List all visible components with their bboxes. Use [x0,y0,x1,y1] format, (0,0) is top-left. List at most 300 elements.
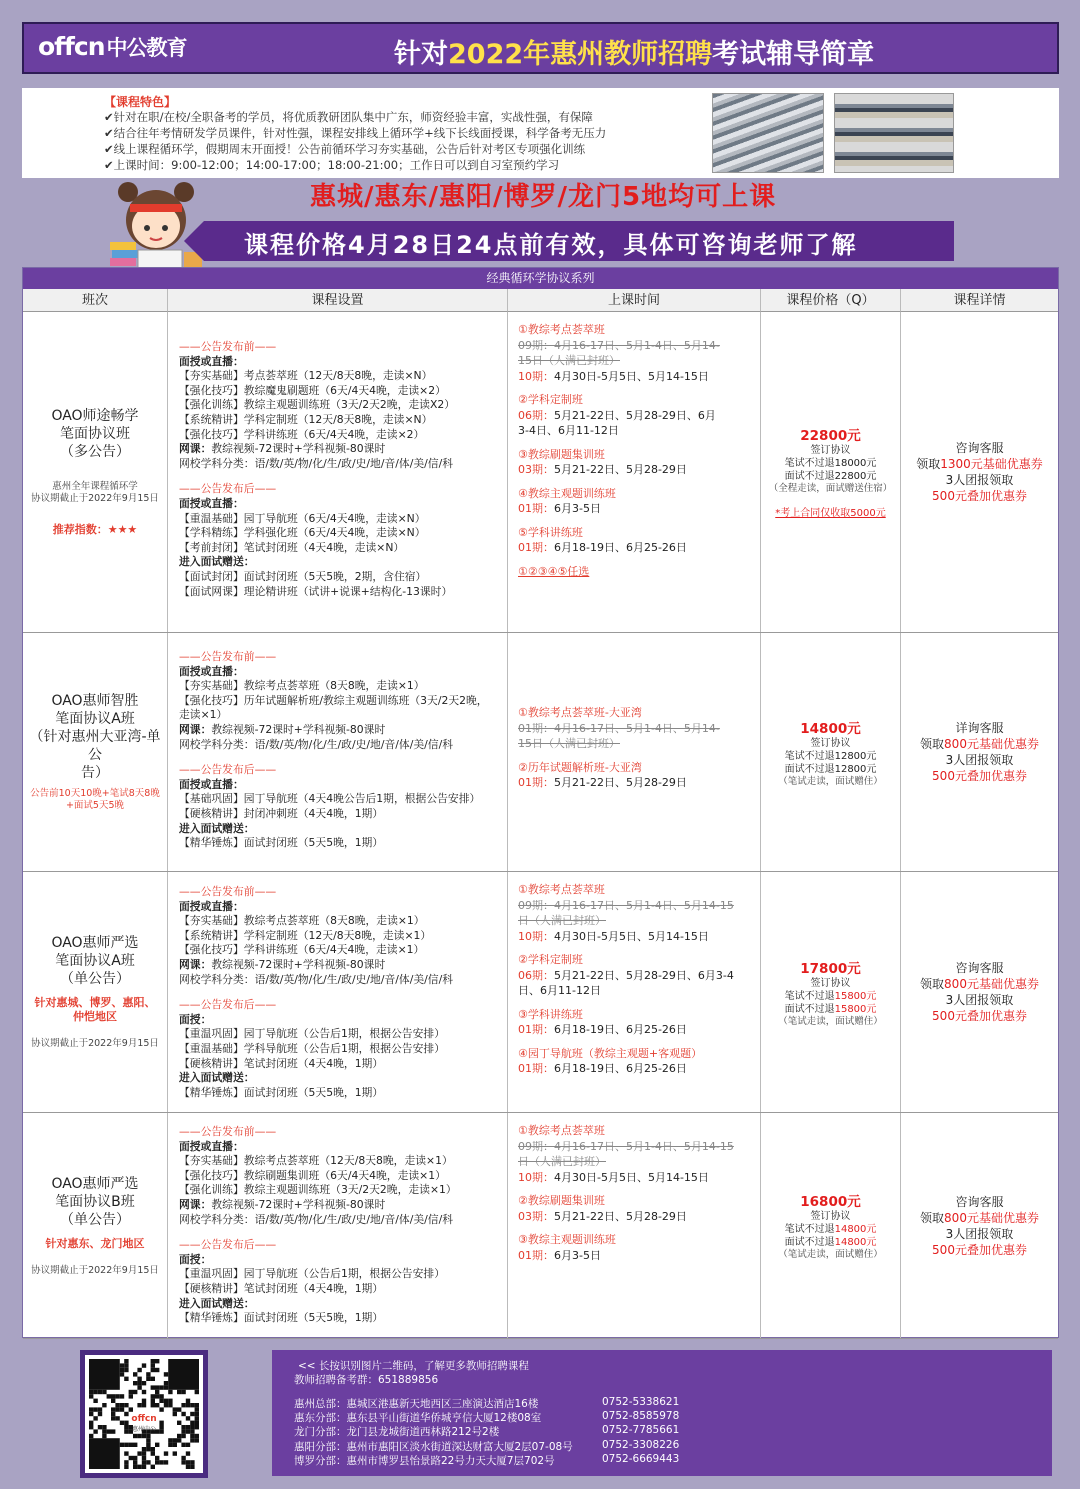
qr-module [159,1399,163,1403]
detail-line: 3人团报领取 [945,473,1014,487]
qr-module [137,1465,141,1469]
qr-module [111,1412,115,1416]
setting-line: 【夯实基础】教综考点荟萃班（8天8晚，走读×1） [179,914,425,928]
setting-line: 【强化训练】教综主观题训练班（3天/2天2晚，走读X2） [179,398,456,412]
setting-label: 面授： [179,1252,212,1266]
qr-module [159,1425,163,1429]
class-name-cell [23,633,168,871]
price-line: 面试不过退12800元 [784,763,877,775]
qr-module [102,1390,106,1394]
period-label: 06期： [518,408,554,422]
qr-module [120,1368,124,1372]
qr-module [142,1363,146,1367]
setting-line: 【面试网课】理论精讲班（试讲+说课+结构化-13课时） [179,584,453,598]
qr-module [142,1447,146,1451]
schedule-line: 日（人满已封班） [518,1155,606,1168]
qr-module [124,1363,128,1367]
price-value: 17800元 [800,960,861,977]
qr-module [181,1425,185,1429]
detail-line: 3人团报领取 [945,993,1014,1007]
qr-module [124,1443,128,1447]
class-name: 告） [81,765,109,781]
qr-module [173,1438,177,1442]
period-label: 01期： [518,541,554,554]
price-value: 22800元 [800,428,861,444]
table-row [23,1113,1058,1339]
qr-module [120,1421,124,1425]
spacer [518,1038,760,1046]
qr-module [120,1407,124,1411]
qr-module [195,1425,199,1429]
table-row [23,312,1058,633]
detail-cell [901,1113,1058,1338]
qr-module [142,1456,146,1460]
qr-module [93,1399,97,1403]
schedule-line: 03期：5月21-22日、5月28-29日 [518,1209,687,1223]
qr-module [102,1425,106,1429]
spacer [518,1224,760,1232]
qr-module [142,1460,146,1464]
qr-module [168,1390,172,1394]
branch-address: 龙门分部：龙门县龙城街道西林路212号2楼 [294,1426,500,1439]
setting-line: 【学科精练】学科强化班（6天/4天4晚，走读×N） [179,526,426,540]
period-label: 03期： [518,1209,554,1223]
qr-module [190,1403,194,1407]
detail-line: 500元叠加优惠券 [932,489,1027,503]
schedule-course-title: ③教综主观题训练班 [518,1233,616,1246]
detail-line: 详询客服 [955,721,1004,735]
detail-line: 3人团报领取 [945,1226,1014,1241]
feature-line: ✔针对在职/在校/全职备考的学员，将优质教研团队集中广东，师资经验丰富，实战性强，有保障 [104,110,593,124]
qr-module [133,1465,137,1469]
qr-module [190,1434,194,1438]
coupon-amount: 800元基础优惠券 [944,977,1039,991]
qr-module [186,1416,190,1420]
schedule-line: 15日（人满已封班） [518,354,620,367]
qr-module [129,1394,133,1398]
branch-phone: 0752-5338621 [602,1396,680,1408]
qr-module [124,1359,128,1363]
qr-module [129,1390,133,1394]
feature-line: ✔结合往年考情研发学员课件，针对性强，课程安排线上循环学+线下长线面授课，科学备考无压力 [104,126,607,140]
setting-line: 网课：教综视频-72课时+学科视频-80课时 [179,957,386,971]
schedule-line: 3-4日、6月11-12日 [518,424,619,437]
detail-line: 咨询客服 [955,961,1004,975]
qr-module [93,1429,97,1433]
schedule-course-title: ③教综刷题集训班 [518,447,605,461]
qr-module [190,1421,194,1425]
schedule-course-title: ②历年试题解析班-大亚湾 [518,760,642,774]
class-note: 惠州全年课程循环学 协议期截止于2022年9月15日 [31,481,159,504]
qr-module [124,1368,128,1372]
setting-line [179,1071,507,1086]
course-setting-cell [168,1113,508,1338]
setting-line [179,1253,507,1268]
price-line: （笔试走读，面试赠住） [778,775,883,787]
setting-line: 【强化技巧】教综刷题集训班（6天/4天4晚，走读×1） [179,1168,446,1182]
qr-module [111,1416,115,1420]
spacer [518,944,760,952]
table-row [23,872,1058,1113]
qr-module [137,1381,141,1385]
features-title: 【课程特色】 [104,95,177,109]
spacer [179,752,507,760]
qr-module [151,1385,155,1389]
schedule-line: 01期：6月3-5日 [518,502,601,515]
price-line: 笔试不过退12800元 [784,750,877,762]
setting-line [179,778,507,793]
qr-module [102,1434,106,1438]
schedule-list [508,633,760,791]
qr-module [98,1425,102,1429]
feature-line: ✔线上课程循环学，假期周末开面授！公告前循环学习夯实基础，公告后针对考区专项强化训练 [104,142,586,156]
qr-module [181,1390,185,1394]
qr-module [186,1443,190,1447]
qr-module [133,1381,137,1385]
qr-module [151,1394,155,1398]
spacer [518,752,760,760]
phase-heading: ——公告发布后—— [179,998,277,1012]
setting-line: 网课：教综视频-72课时+学科视频-80课时 [179,1197,386,1211]
schedule-course-title: ③学科讲练班 [518,1007,583,1021]
schedule-course-title: ②学科定制班 [518,393,583,406]
price-refund: 14800元 [834,1224,877,1235]
qr-module [186,1425,190,1429]
qr-module [155,1443,159,1447]
class-name: （多公告） [60,444,130,460]
class-highlight: 公告前10天10晚+笔试8天8晚 +面试5天5晚 [30,788,160,811]
schedule-line: 01期：6月18-19日、6月25-26日 [518,541,687,554]
qr-module [137,1434,141,1438]
qr-module [151,1368,155,1372]
detail-line: 咨询客服 [955,441,1004,455]
qr-module [155,1385,159,1389]
setting-label: 面授或直播： [179,777,244,791]
period-label: 06期： [518,968,554,982]
qr-module [186,1460,190,1464]
schedule-line: 日、6月11-12日 [518,984,601,997]
qr-module [98,1407,102,1411]
cities-banner: 惠城/惠东/惠阳/博罗/龙门5地均可上课 [310,182,777,212]
qr-module [146,1372,150,1376]
schedule-cell [508,1113,761,1338]
qr-module [155,1359,159,1363]
study-materials-photo [712,93,824,173]
qr-module [159,1385,163,1389]
branch-address: 惠东分部：惠东县平山街道华侨城亨信大厦12楼08室 [294,1412,542,1425]
phase-heading: ——公告发布后—— [179,763,277,777]
phase-heading: ——公告发布后—— [179,1238,277,1252]
course-setting-list [168,1113,507,1326]
class-name: 笔面协议A班 [55,953,135,969]
qr-module [168,1359,199,1390]
qr-module [142,1381,146,1385]
qr-module [181,1456,185,1460]
setting-line: 网校学科分类：语/数/英/物/化/生/政/史/地/音/体/美/信/科 [179,1212,454,1226]
class-name-cell [23,312,168,632]
qr-module [151,1451,155,1455]
class-name: OAO惠师严选 [51,935,139,951]
phase-heading: ——公告发布前—— [179,650,277,663]
branch-address: 惠阳分部：惠州市惠阳区淡水街道深达财富大厦2层07-08号 [294,1440,573,1453]
offcn-logo: offcn中公教育 [38,32,187,61]
detail-cell [901,633,1058,871]
price-line: 面试不过退22800元 [784,471,877,482]
qr-module [102,1403,106,1407]
qr-module [151,1399,155,1403]
qr-module [181,1412,185,1416]
schedule-line: 06期：5月21-22日、5月28-29日、6月 [518,408,716,422]
setting-label: 网课： [179,957,212,971]
qr-module [89,1438,120,1469]
price-cell [761,872,901,1112]
qr-module [146,1443,150,1447]
qr-module [93,1390,97,1394]
phase-heading: ——公告发布前—— [179,885,277,898]
class-name: 笔面协议班 [60,426,130,442]
schedule-line: 日（人满已封班） [518,914,606,927]
qr-module [124,1412,128,1416]
setting-label: 面授或直播： [179,1139,244,1153]
qr-module [120,1372,124,1376]
qr-module [155,1368,159,1372]
qr-module [115,1394,119,1398]
setting-label: 网课： [179,1197,212,1211]
table-row [23,633,1058,872]
qr-module [181,1434,185,1438]
schedule-line: 01期：5月21-22日、5月28-29日 [518,776,687,789]
course-setting-list [168,633,507,851]
qr-module [190,1460,194,1464]
qr-module [93,1416,97,1420]
classroom-photo [834,93,954,173]
period-label: 03期： [518,463,554,476]
qr-module [133,1390,137,1394]
qr-module [111,1399,115,1403]
spacer [518,384,760,392]
qr-module [195,1407,199,1411]
setting-label: 进入面试赠送： [179,1071,255,1085]
qr-module [133,1372,137,1376]
qr-module [164,1451,168,1455]
qr-module [115,1407,119,1411]
qr-module [186,1399,190,1403]
course-setting-list [168,312,507,599]
qr-module [195,1421,199,1425]
qr-module [190,1429,194,1433]
qr-module [195,1403,199,1407]
setting-label: 进入面试赠送： [179,821,255,835]
qr-module [177,1407,181,1411]
qr-module [195,1438,199,1442]
setting-line [179,1297,507,1312]
detail-line: 领取800元基础优惠券 [920,977,1039,991]
qr-module [159,1429,163,1433]
detail-line: 500元叠加优惠券 [932,1242,1027,1257]
setting-line [179,355,507,370]
price-cell [761,1113,901,1338]
qr-module [102,1429,106,1433]
qr-module [186,1465,190,1469]
course-setting-cell [168,312,508,632]
price-line: （笔试走读，面试赠住） [778,1249,883,1260]
qr-module [142,1451,146,1455]
setting-line: 【考前封闭】笔试封闭班（4天4晚，走读×N） [179,540,405,554]
spacer [179,987,507,995]
spacer [518,999,760,1007]
schedule-line: 01期：6月18-19日、6月25-26日 [518,1023,687,1036]
qr-module [168,1443,172,1447]
qr-module [164,1372,168,1376]
header-bar [22,22,1059,74]
price-refund: 15800元 [834,990,877,1002]
qr-module [146,1434,150,1438]
detail-cell [901,872,1058,1112]
qr-module [151,1447,155,1451]
setting-line: 【强化技巧】学科讲练班（6天/4天4晚，走读×2） [179,427,425,441]
schedule-course-title: ①②③④⑤任选 [518,564,590,578]
qr-module [159,1421,163,1425]
qr-module [111,1429,115,1433]
schedule-course-title: ②教综刷题集训班 [518,1194,605,1207]
branch-phone: 0752-6669443 [602,1452,680,1465]
price-notice-text: 课程价格4月28日24点前有效，具体可咨询老师了解 [244,231,858,259]
qr-module [186,1429,190,1433]
setting-line: 【精华锤炼】面试封闭班（5天5晚，1期） [179,1311,384,1325]
course-setting-list [168,872,507,1100]
qr-module [129,1443,133,1447]
qr-module [155,1390,159,1394]
schedule-cell [508,633,761,871]
qr-module [190,1425,194,1429]
qr-module [159,1394,163,1398]
setting-label: 进入面试赠送： [179,1296,255,1310]
qr-module [133,1456,137,1460]
setting-line [179,497,507,512]
setting-label: 面授： [179,1012,212,1026]
qr-module [120,1403,124,1407]
qr-module [151,1403,155,1407]
qr-module [115,1416,119,1420]
qr-module [151,1363,155,1367]
qr-module [137,1451,141,1455]
column-header: 班次 [23,289,168,312]
detail-line: 500元叠加优惠券 [932,1009,1027,1023]
class-name: （单公告） [60,1211,130,1228]
phase-heading: ——公告发布前—— [179,340,277,353]
branch-phone: 0752-7785661 [602,1424,680,1437]
setting-line: 【硬核精讲】笔试封闭班（4天4晚，1期） [179,1281,384,1295]
price-refund: 15800元 [834,1003,877,1015]
detail-line: 500元叠加优惠券 [932,769,1027,783]
qr-module [89,1390,93,1394]
price-line: （笔试走读，面试赠住） [778,1015,883,1027]
qr-module [164,1399,168,1403]
qr-module [151,1377,155,1381]
coupon-amount: 800元基础优惠券 [944,1210,1039,1225]
qr-module [124,1425,128,1429]
period-label: 10期： [518,1170,554,1184]
qr-module [181,1403,185,1407]
qr-module [146,1460,150,1464]
qr-module [129,1456,133,1460]
price-line: （全程走读，面试赠送住宿） [768,483,893,494]
branch-phone: 0752-3308226 [602,1438,680,1451]
schedule-line: 10期：4月30日-5月5日、5月14-15日 [518,369,709,383]
period-label: 01期： [518,1023,554,1036]
qr-module [133,1460,137,1464]
spacer [179,1227,507,1235]
price-cell [761,312,901,632]
qr-module [173,1412,177,1416]
class-name-cell [23,872,168,1112]
qr-module [159,1407,163,1411]
qr-module [142,1465,146,1469]
setting-line: 网课：教综视频-72课时+学科视频-80课时 [179,722,386,736]
qr-module [190,1438,194,1442]
qr-module [142,1403,146,1407]
schedule-line: 06期：5月21-22日、5月28-29日、6月3-4 [518,968,734,982]
setting-line: 网课：教综视频-72课时+学科视频-80课时 [179,442,386,456]
period-label: 01期： [518,1062,554,1075]
course-table [22,267,1059,1338]
price-line: 签订协议 [810,977,851,989]
class-name-cell [23,1113,168,1338]
qr-code[interactable] [80,1350,208,1478]
qr-module [137,1368,141,1372]
schedule-course-title: ①教综考点荟萃班 [518,883,605,896]
qr-module [129,1407,133,1411]
setting-line: 【重温巩固】园丁导航班（公告后1期，根据公告安排） [179,1027,445,1041]
price-line: 签订协议 [810,445,851,456]
setting-label: 面授或直播： [179,899,244,913]
schedule-course-title: ②学科定制班 [518,953,583,966]
schedule-list [508,312,760,579]
qr-module [155,1403,159,1407]
setting-label: 网课： [179,442,212,456]
qr-module [195,1416,199,1420]
setting-label: 进入面试赠送： [179,555,255,569]
setting-line: 【夯实基础】教综考点荟萃班（8天8晚，走读×1） [179,679,425,693]
course-features-panel [22,88,1059,178]
qr-module [195,1412,199,1416]
qr-module [177,1390,181,1394]
qr-module [89,1421,93,1425]
qr-module [177,1434,181,1438]
qq-group: 教师招聘备考群：651889856 [294,1374,439,1386]
qr-module [89,1407,93,1411]
branch-phone: 0752-8585978 [602,1410,680,1423]
spacer [518,1185,760,1193]
qr-module [120,1394,124,1398]
qr-module [181,1429,185,1433]
qr-module [173,1443,177,1447]
price-value: 16800元 [800,1194,861,1210]
class-highlight: 针对惠城、博罗、惠阳、 仲恺地区 [34,996,156,1023]
detail-line: 领取1300元基础优惠券 [916,457,1043,471]
price-line: 笔试不过退18000元 [784,458,877,469]
setting-label: 网课： [179,722,212,736]
qr-caption: 惠州中公 [131,1426,157,1433]
feature-line: ✔上课时间：9:00-12:00；14:00-17:00；18:00-21:00；工作日可以到自习室预约学习 [104,158,560,172]
spacer [518,439,760,447]
price-line: 笔试不过退15800元 [784,990,877,1002]
qr-module [177,1421,181,1425]
qr-module [151,1465,155,1469]
column-header: 课程价格（Q） [761,289,901,312]
qr-module [142,1434,146,1438]
schedule-line: 10期：4月30日-5月5日、5月14-15日 [518,1170,709,1184]
